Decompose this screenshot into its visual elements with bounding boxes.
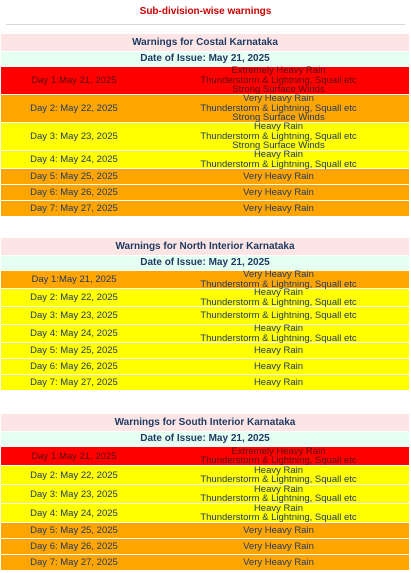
day-cell: Day 6: May 26, 2025 bbox=[30, 541, 118, 552]
date-of-issue: Date of Issue: May 21, 2025 bbox=[1, 256, 409, 270]
warning-text: Strong Surface Winds bbox=[232, 112, 325, 124]
day-cell: Day 6: May 26, 2025 bbox=[30, 187, 118, 198]
day-cell: Day 3: May 23, 2025 bbox=[30, 131, 118, 142]
warning-row bbox=[1, 307, 409, 324]
day-cell: Day 1:May 21, 2025 bbox=[31, 450, 117, 462]
warning-row bbox=[1, 523, 409, 538]
warning-row bbox=[1, 95, 409, 122]
warning-text: Heavy Rain bbox=[253, 360, 304, 372]
warning-row bbox=[1, 447, 409, 465]
warning-cell bbox=[148, 523, 409, 538]
warning-cell bbox=[148, 67, 409, 94]
warning-text: Thunderstorm & Lightning, Squall etc bbox=[200, 74, 357, 86]
warning-row bbox=[1, 343, 409, 358]
day-cell: Day 2: May 22, 2025 bbox=[30, 103, 118, 114]
warning-text: Very Heavy Rain bbox=[243, 269, 314, 281]
warning-cell bbox=[148, 95, 409, 122]
warning-text: Heavy Rain bbox=[253, 121, 304, 133]
section-south-interior-karnataka bbox=[1, 414, 409, 571]
warning-text: Thunderstorm & Lightning, Squall etc bbox=[200, 455, 357, 466]
warning-text: Extremely Heavy Rain bbox=[231, 65, 326, 77]
warning-cell bbox=[148, 169, 409, 184]
warning-row bbox=[1, 289, 409, 306]
warning-text: Thunderstorm & Lightning, Squall etc bbox=[200, 130, 357, 142]
day-cell: Day 5: May 25, 2025 bbox=[30, 345, 118, 356]
warning-text: Heavy Rain bbox=[253, 323, 304, 335]
warning-cell bbox=[148, 271, 409, 288]
warning-row bbox=[1, 185, 409, 200]
warning-cell bbox=[148, 375, 409, 390]
warning-row bbox=[1, 271, 409, 288]
day-cell: Day 5: May 25, 2025 bbox=[30, 525, 118, 536]
day-cell: Day 2: May 22, 2025 bbox=[30, 292, 118, 303]
section-header: Warnings for Costal Karnataka bbox=[1, 34, 409, 51]
warning-text: Heavy Rain bbox=[253, 376, 304, 388]
warning-cell bbox=[148, 201, 409, 216]
warning-cell bbox=[148, 485, 409, 503]
warning-cell bbox=[148, 123, 409, 150]
warning-row bbox=[1, 504, 409, 522]
warning-text: Very Heavy Rain bbox=[243, 556, 314, 568]
warning-text: Thunderstorm & Lightning, Squall etc bbox=[200, 102, 357, 114]
section-header: Warnings for North Interior Karnataka bbox=[1, 238, 409, 255]
day-cell: Day 7: May 27, 2025 bbox=[30, 557, 118, 568]
warning-cell bbox=[148, 359, 409, 374]
day-cell: Day 4: May 24, 2025 bbox=[30, 328, 118, 339]
warning-cell bbox=[148, 325, 409, 342]
warning-cell bbox=[148, 447, 409, 465]
day-cell: Day 7: May 27, 2025 bbox=[30, 377, 118, 388]
warning-text: Strong Surface Winds bbox=[232, 140, 325, 152]
warning-text: Heavy Rain bbox=[253, 287, 304, 299]
warning-row bbox=[1, 123, 409, 150]
date-of-issue: Date of Issue: May 21, 2025 bbox=[1, 432, 409, 446]
warning-row bbox=[1, 201, 409, 216]
warning-text: Heavy Rain bbox=[253, 483, 304, 495]
day-cell: Day 4: May 24, 2025 bbox=[30, 507, 118, 519]
warning-cell bbox=[148, 504, 409, 522]
warning-text: Thunderstorm & Lightning, Squall etc bbox=[200, 158, 357, 170]
warning-cell bbox=[148, 307, 409, 324]
warning-text: Heavy Rain bbox=[253, 464, 304, 476]
title-divider bbox=[6, 24, 405, 25]
day-cell: Day 5: May 25, 2025 bbox=[30, 171, 118, 182]
warning-row bbox=[1, 375, 409, 390]
warning-cell bbox=[148, 555, 409, 570]
day-cell: Day 4: May 24, 2025 bbox=[30, 154, 118, 165]
day-cell: Day 1:May 21, 2025 bbox=[31, 75, 117, 86]
page-title: Sub-division-wise warnings bbox=[139, 6, 272, 17]
warning-text: Very Heavy Rain bbox=[243, 202, 314, 214]
warning-cell bbox=[148, 151, 409, 168]
section-header: Warnings for South Interior Karnataka bbox=[1, 414, 409, 431]
warning-row bbox=[1, 466, 409, 484]
day-cell: Day 7: May 27, 2025 bbox=[30, 203, 118, 214]
warning-text: Strong Surface Winds bbox=[232, 84, 325, 96]
warning-cell bbox=[148, 539, 409, 554]
warning-text: Thunderstorm & Lightning, Squall etc bbox=[200, 493, 357, 504]
warning-text: Very Heavy Rain bbox=[243, 93, 314, 105]
warning-text: Very Heavy Rain bbox=[243, 170, 314, 182]
warning-row bbox=[1, 325, 409, 342]
warning-cell bbox=[148, 289, 409, 306]
warning-text: Very Heavy Rain bbox=[243, 540, 314, 552]
warning-text: Thunderstorm & Lightning, Squall etc bbox=[200, 512, 357, 523]
warning-text: Heavy Rain bbox=[253, 149, 304, 161]
warning-text: Extremely Heavy Rain bbox=[231, 445, 326, 457]
warning-text: Thunderstorm & Lightning, Squall etc bbox=[200, 474, 357, 485]
warning-row bbox=[1, 67, 409, 94]
warning-cell bbox=[148, 466, 409, 484]
warning-text: Thunderstorm & Lightning, Squall etc bbox=[200, 278, 357, 290]
warning-cell bbox=[148, 185, 409, 200]
day-cell: Day 2: May 22, 2025 bbox=[30, 469, 118, 481]
warning-cell bbox=[148, 343, 409, 358]
warning-text: Heavy Rain bbox=[253, 502, 304, 514]
warning-row bbox=[1, 485, 409, 503]
date-of-issue: Date of Issue: May 21, 2025 bbox=[1, 52, 409, 66]
warning-row bbox=[1, 539, 409, 554]
section-coastal-karnataka bbox=[1, 34, 409, 217]
warning-row bbox=[1, 169, 409, 184]
warning-text: Thunderstorm & Lightning, Squall etc bbox=[200, 296, 357, 308]
warning-text: Heavy Rain bbox=[253, 344, 304, 356]
section-north-interior-karnataka bbox=[1, 238, 409, 391]
day-cell: Day 1:May 21, 2025 bbox=[31, 274, 117, 285]
day-cell: Day 3: May 23, 2025 bbox=[30, 310, 118, 321]
warning-text: Thunderstorm & Lightning, Squall etc bbox=[200, 332, 357, 344]
day-cell: Day 3: May 23, 2025 bbox=[30, 488, 118, 500]
warning-row bbox=[1, 555, 409, 570]
warning-text: Very Heavy Rain bbox=[243, 524, 314, 536]
day-cell: Day 6: May 26, 2025 bbox=[30, 361, 118, 372]
warning-row bbox=[1, 359, 409, 374]
warning-text: Thunderstorm & Lightning, Squall etc bbox=[200, 309, 357, 321]
warning-text: Very Heavy Rain bbox=[243, 186, 314, 198]
warning-row bbox=[1, 151, 409, 168]
